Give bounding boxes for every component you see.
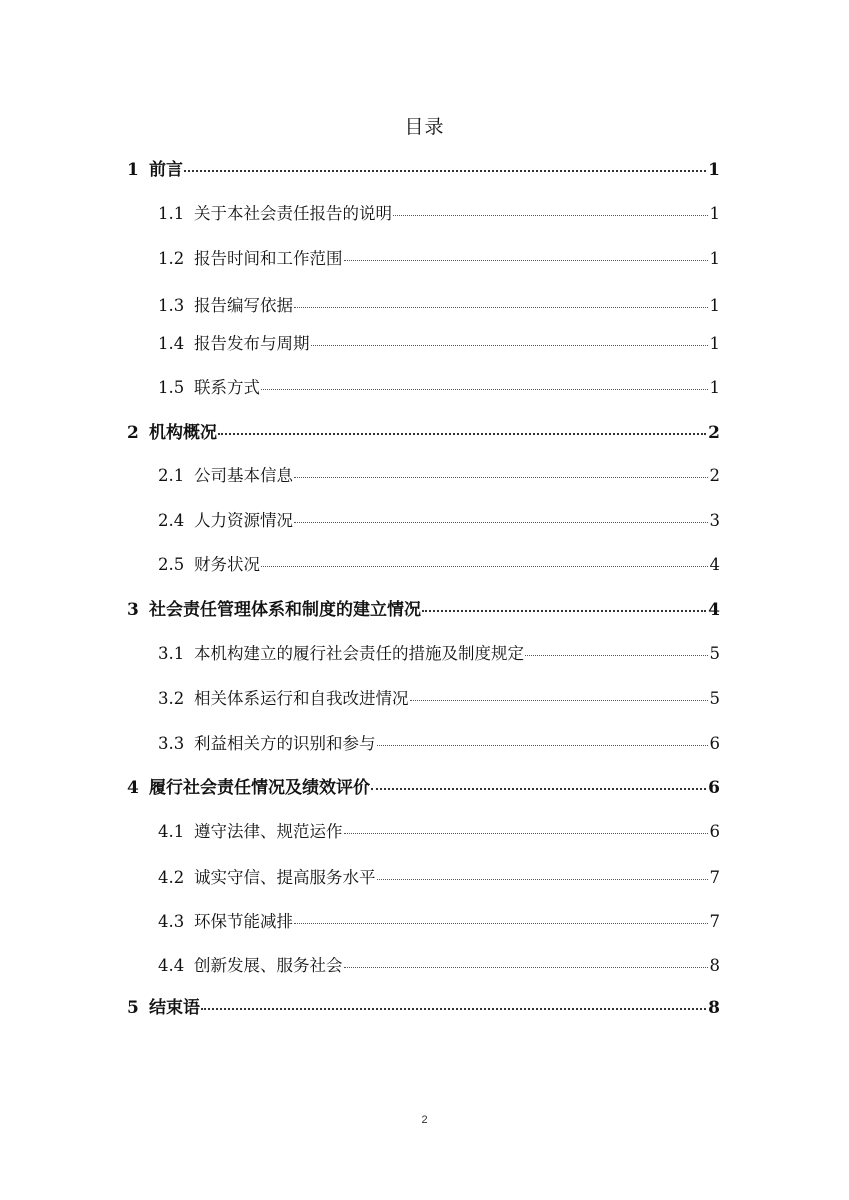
toc-entry-number: 4.1 xyxy=(158,822,185,841)
toc-entry-number: 1.4 xyxy=(158,334,185,353)
toc-entry-page: 1 xyxy=(709,204,720,223)
toc-dot-leader xyxy=(184,170,706,172)
toc-entry-number: 5 xyxy=(127,998,139,1018)
toc-entry-page: 6 xyxy=(709,822,720,841)
toc-entry-title: 报告发布与周期 xyxy=(194,334,310,353)
toc-section-entry[interactable] xyxy=(158,508,720,534)
toc-dot-leader xyxy=(218,433,706,435)
toc-section-entry[interactable] xyxy=(158,375,720,401)
toc-entry-page: 1 xyxy=(709,249,720,268)
page-number: 2 xyxy=(421,1114,428,1126)
toc-dot-leader xyxy=(201,1008,706,1010)
toc-dot-leader xyxy=(294,923,708,924)
toc-entry-title: 遵守法律、规范运作 xyxy=(194,822,343,841)
toc-entry-page: 7 xyxy=(709,912,720,931)
page-title: 目录 xyxy=(404,116,445,138)
toc-entry-title: 利益相关方的识别和参与 xyxy=(194,734,376,753)
toc-entry-page: 6 xyxy=(709,734,720,753)
toc-dot-leader xyxy=(410,700,708,701)
toc-entry-number: 2.5 xyxy=(158,555,185,574)
toc-dot-leader xyxy=(377,745,708,746)
toc-section-entry[interactable] xyxy=(158,731,720,757)
toc-entry-title: 财务状况 xyxy=(194,555,260,574)
toc-dot-leader xyxy=(261,566,708,567)
toc-entry-number: 3.1 xyxy=(158,644,185,663)
toc-entry-number: 3 xyxy=(127,600,139,620)
toc-dot-leader xyxy=(294,522,708,523)
toc-section-entry[interactable] xyxy=(158,909,720,935)
toc-entry-number: 2.1 xyxy=(158,466,185,485)
toc-entry-title: 社会责任管理体系和制度的建立情况 xyxy=(149,600,421,620)
toc-entry-number: 1.2 xyxy=(158,249,185,268)
toc-dot-leader xyxy=(344,833,708,834)
toc-dot-leader xyxy=(377,879,708,880)
toc-entry-number: 2.4 xyxy=(158,511,185,530)
toc-entry-number: 4.4 xyxy=(158,956,185,975)
toc-entry-title: 前言 xyxy=(149,160,183,180)
toc-entry-title: 机构概况 xyxy=(149,423,217,443)
toc-section-entry[interactable] xyxy=(158,246,720,272)
toc-section-entry[interactable] xyxy=(158,463,720,489)
toc-entry-title: 相关体系运行和自我改进情况 xyxy=(194,689,409,708)
toc-entry-title: 创新发展、服务社会 xyxy=(194,956,343,975)
toc-section-entry[interactable] xyxy=(158,641,720,667)
toc-entry-page: 4 xyxy=(709,555,720,574)
toc-entry-number: 1.5 xyxy=(158,378,185,397)
toc-chapter-entry[interactable] xyxy=(127,597,720,623)
toc-section-entry[interactable] xyxy=(158,686,720,712)
toc-section-entry[interactable] xyxy=(158,293,720,319)
toc-dot-leader xyxy=(344,967,708,968)
toc-entry-title: 履行社会责任情况及绩效评价 xyxy=(149,778,370,798)
toc-entry-page: 1 xyxy=(709,334,720,353)
toc-entry-title: 联系方式 xyxy=(194,378,260,397)
toc-section-entry[interactable] xyxy=(158,331,720,357)
toc-entry-title: 结束语 xyxy=(149,998,200,1018)
toc-entry-title: 报告编写依据 xyxy=(194,296,293,315)
toc-dot-leader xyxy=(371,788,706,790)
toc-section-entry[interactable] xyxy=(158,552,720,578)
toc-section-entry[interactable] xyxy=(158,865,720,891)
toc-entry-title: 本机构建立的履行社会责任的措施及制度规定 xyxy=(194,644,524,663)
toc-entry-number: 3.2 xyxy=(158,689,185,708)
toc-entry-page: 5 xyxy=(709,644,720,663)
toc-dot-leader xyxy=(261,389,708,390)
toc-entry-page: 5 xyxy=(709,689,720,708)
toc-entry-page: 8 xyxy=(708,998,720,1018)
toc-entry-page: 3 xyxy=(709,511,720,530)
toc-dot-leader xyxy=(393,215,708,216)
toc-dot-leader xyxy=(525,655,708,656)
toc-section-entry[interactable] xyxy=(158,819,720,845)
toc-dot-leader xyxy=(294,307,708,308)
toc-entry-page: 6 xyxy=(708,778,720,798)
toc-chapter-entry[interactable] xyxy=(127,420,720,446)
toc-section-entry[interactable] xyxy=(158,953,720,979)
toc-entry-page: 2 xyxy=(709,466,720,485)
toc-dot-leader xyxy=(422,610,706,612)
toc-entry-number: 3.3 xyxy=(158,734,185,753)
toc-entry-number: 2 xyxy=(127,423,139,443)
toc-entry-page: 1 xyxy=(708,160,720,180)
toc-chapter-entry[interactable] xyxy=(127,157,720,183)
toc-entry-page: 1 xyxy=(709,378,720,397)
toc-chapter-entry[interactable] xyxy=(127,995,720,1021)
toc-entry-number: 1.1 xyxy=(158,204,185,223)
toc-entry-page: 8 xyxy=(709,956,720,975)
toc-entry-number: 1 xyxy=(127,160,139,180)
toc-entry-page: 7 xyxy=(709,868,720,887)
toc-entry-title: 人力资源情况 xyxy=(194,511,293,530)
toc-entry-title: 关于本社会责任报告的说明 xyxy=(194,204,392,223)
toc-dot-leader xyxy=(344,260,708,261)
toc-entry-title: 环保节能减排 xyxy=(194,912,293,931)
toc-entry-page: 4 xyxy=(708,600,720,620)
toc-entry-number: 4 xyxy=(127,778,139,798)
toc-dot-leader xyxy=(311,345,708,346)
toc-chapter-entry[interactable] xyxy=(127,775,720,801)
toc-entry-page: 2 xyxy=(708,423,720,443)
toc-entry-title: 公司基本信息 xyxy=(194,466,293,485)
toc-entry-title: 诚实守信、提高服务水平 xyxy=(194,868,376,887)
toc-entry-page: 1 xyxy=(709,296,720,315)
toc-section-entry[interactable] xyxy=(158,201,720,227)
toc-dot-leader xyxy=(294,477,708,478)
toc-entry-number: 4.2 xyxy=(158,868,185,887)
toc-entry-number: 1.3 xyxy=(158,296,185,315)
toc-entry-number: 4.3 xyxy=(158,912,185,931)
toc-entry-title: 报告时间和工作范围 xyxy=(194,249,343,268)
